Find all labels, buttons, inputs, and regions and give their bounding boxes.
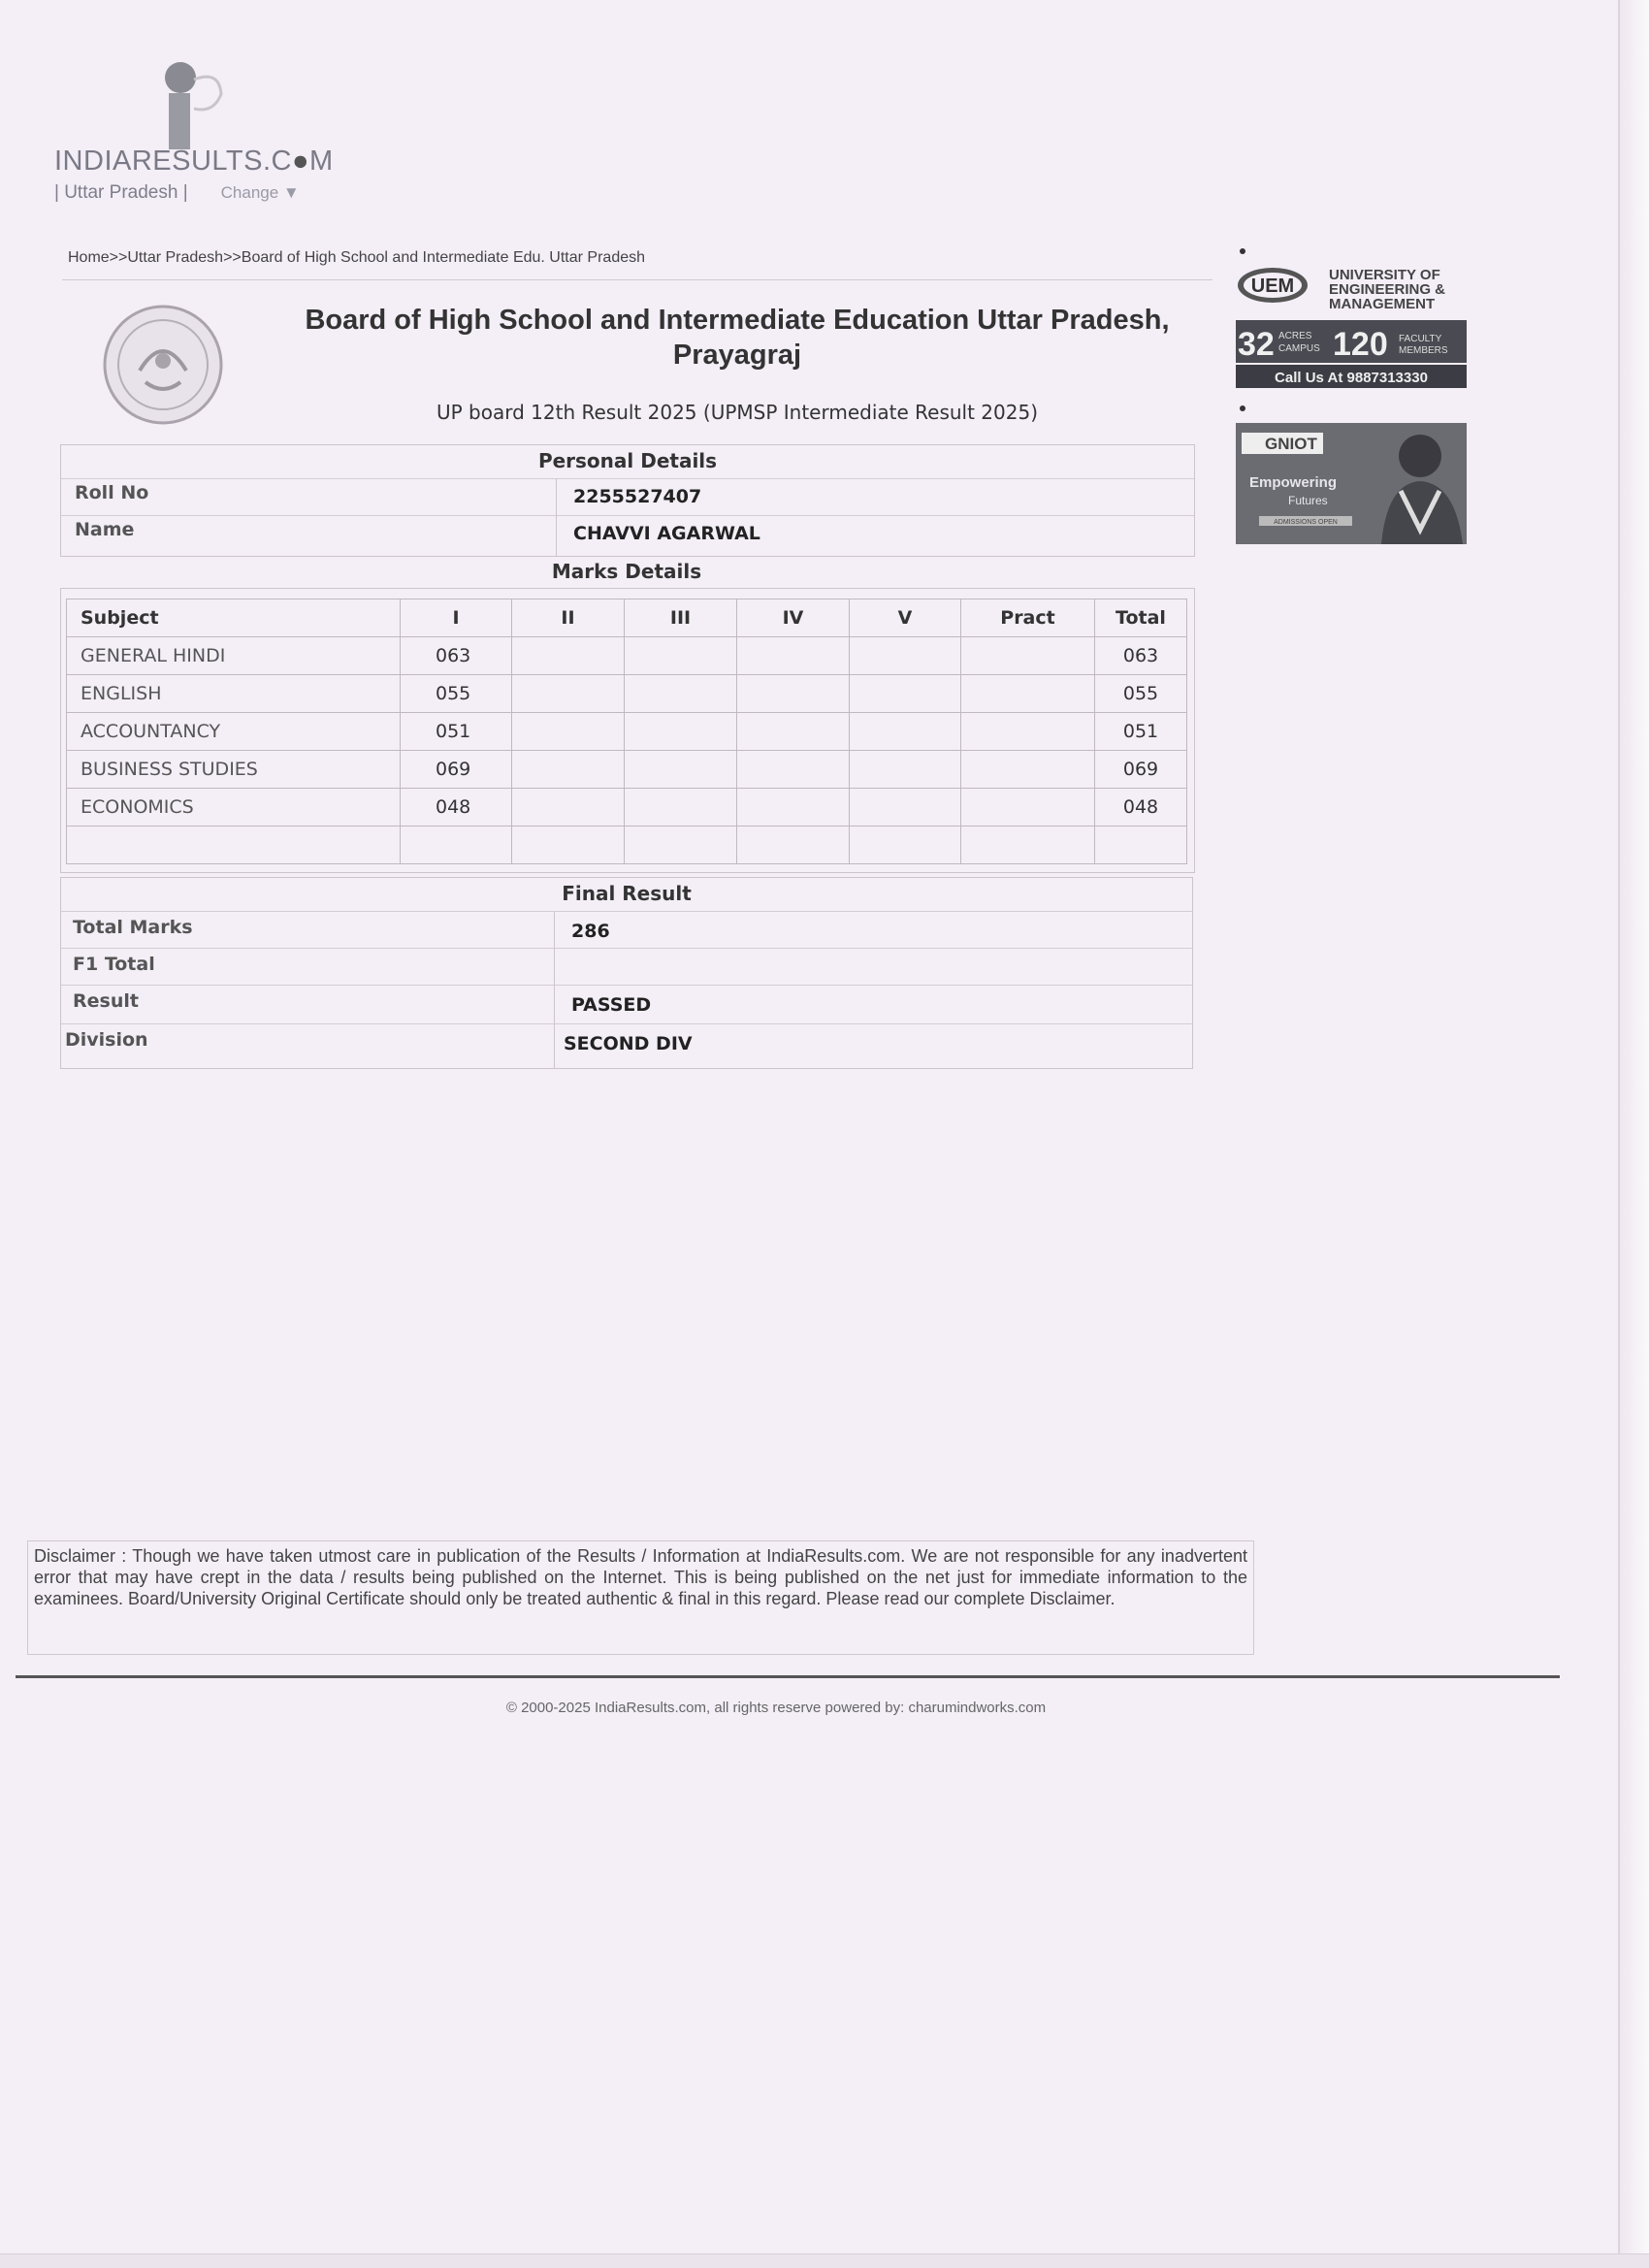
ad-bullet	[1240, 248, 1245, 254]
subject-cell: BUSINESS STUDIES	[67, 751, 401, 789]
table-row-empty	[67, 826, 1187, 864]
result-value: PASSED	[571, 994, 652, 1016]
svg-text:ACRES: ACRES	[1278, 331, 1312, 341]
total-marks-label: Total Marks	[73, 917, 193, 938]
total-cell: 069	[1095, 751, 1187, 789]
table-row	[67, 637, 1187, 675]
gniot-advertisement[interactable]	[1236, 423, 1467, 544]
uem-logo-text: UEM	[1250, 275, 1295, 297]
subject-cell: ENGLISH	[67, 675, 401, 713]
board-title: Board of High School and Intermediate Education Uttar Pradesh, Prayagraj	[305, 305, 1170, 371]
svg-text:CAMPUS: CAMPUS	[1278, 343, 1320, 354]
table-row	[67, 789, 1187, 826]
marks-i-cell: 069	[401, 751, 512, 789]
table-row	[67, 675, 1187, 713]
division-value: SECOND DIV	[564, 1033, 693, 1054]
svg-text:ADMISSIONS OPEN: ADMISSIONS OPEN	[1274, 519, 1338, 526]
uem-call-text: Call Us At 9887313330	[1275, 370, 1428, 386]
total-cell: 055	[1095, 675, 1187, 713]
svg-text:UNIVERSITY OF: UNIVERSITY OF	[1329, 267, 1440, 283]
gniot-banner-icon	[1236, 423, 1467, 544]
marks-i-cell: 051	[401, 713, 512, 751]
name-value: CHAVVI AGARWAL	[573, 523, 760, 544]
breadcrumb-divider	[62, 279, 1212, 280]
col-pract: Pract	[961, 599, 1095, 637]
total-cell: 051	[1095, 713, 1187, 751]
total-cell: 063	[1095, 637, 1187, 675]
roll-no-label: Roll No	[75, 482, 149, 503]
final-result-table	[60, 877, 1193, 1069]
svg-text:Futures: Futures	[1288, 494, 1328, 507]
col-v: V	[850, 599, 961, 637]
final-result-heading: Final Result	[562, 882, 692, 905]
personal-details-table	[60, 444, 1195, 557]
personal-details-heading: Personal Details	[537, 449, 718, 472]
marks-i-cell: 063	[401, 637, 512, 675]
subject-cell: ACCOUNTANCY	[67, 713, 401, 751]
change-state-link[interactable]: Change ▼	[220, 183, 300, 202]
ad-bullet	[1240, 405, 1245, 411]
name-label: Name	[75, 519, 135, 540]
col-ii: II	[512, 599, 625, 637]
marks-table	[66, 599, 1187, 864]
breadcrumb[interactable]: Home>>Uttar Pradesh>>Board of High School and Intermediate Edu. Uttar Pradesh	[68, 249, 646, 266]
indiaresults-logo-icon[interactable]	[155, 60, 223, 157]
paper-edge	[1618, 0, 1649, 2268]
subject-cell: ECONOMICS	[67, 789, 401, 826]
table-row	[67, 713, 1187, 751]
svg-text:FACULTY: FACULTY	[1399, 334, 1442, 344]
svg-text:120: 120	[1333, 326, 1388, 363]
svg-text:ENGINEERING &: ENGINEERING &	[1329, 281, 1446, 298]
col-total: Total	[1095, 599, 1187, 637]
total-cell: 048	[1095, 789, 1187, 826]
footer-divider	[16, 1675, 1560, 1678]
paper-bottom-edge	[0, 2253, 1649, 2268]
division-label: Division	[65, 1029, 148, 1051]
marks-header-row	[67, 599, 1187, 637]
f1-total-label: F1 Total	[73, 954, 155, 975]
svg-text:32: 32	[1238, 326, 1275, 363]
disclaimer: Disclaimer : Though we have taken utmost care in publication of the Results / Information at IndiaResults.com. We are not responsible for any inadvertent error that may have crept in the data / results being published on the Internet. This is being published on the net just for immediate information to the examinees. Board/University Original Certificate should only be treated authentic & final in this regard. Please read our complete Disclaimer.	[27, 1540, 1254, 1655]
col-subject: Subject	[67, 599, 401, 637]
copyright: © 2000-2025 IndiaResults.com, all rights reserve powered by: charumindworks.com	[505, 1700, 1047, 1716]
svg-text:GNIOT: GNIOT	[1265, 435, 1317, 453]
uem-advertisement[interactable]	[1236, 264, 1467, 390]
svg-text:MANAGEMENT: MANAGEMENT	[1329, 296, 1436, 312]
site-name[interactable]: INDIARESULTS.C●M	[54, 146, 334, 177]
site-state: | Uttar Pradesh | Change ▼	[54, 182, 300, 203]
marks-details-heading: Marks Details	[551, 560, 702, 583]
svg-text:MEMBERS: MEMBERS	[1399, 345, 1448, 356]
marks-i-cell: 048	[401, 789, 512, 826]
table-row	[67, 751, 1187, 789]
result-title: UP board 12th Result 2025 (UPMSP Intermediate Result 2025)	[436, 401, 1039, 424]
svg-text:Empowering: Empowering	[1249, 474, 1338, 491]
col-iv: IV	[737, 599, 850, 637]
subject-cell: GENERAL HINDI	[67, 637, 401, 675]
marks-i-cell: 055	[401, 675, 512, 713]
total-marks-value: 286	[571, 921, 610, 942]
roll-no-value: 2255527407	[573, 486, 702, 507]
col-iii: III	[625, 599, 737, 637]
up-board-seal-icon	[101, 303, 225, 427]
result-label: Result	[73, 990, 139, 1012]
col-i: I	[401, 599, 512, 637]
